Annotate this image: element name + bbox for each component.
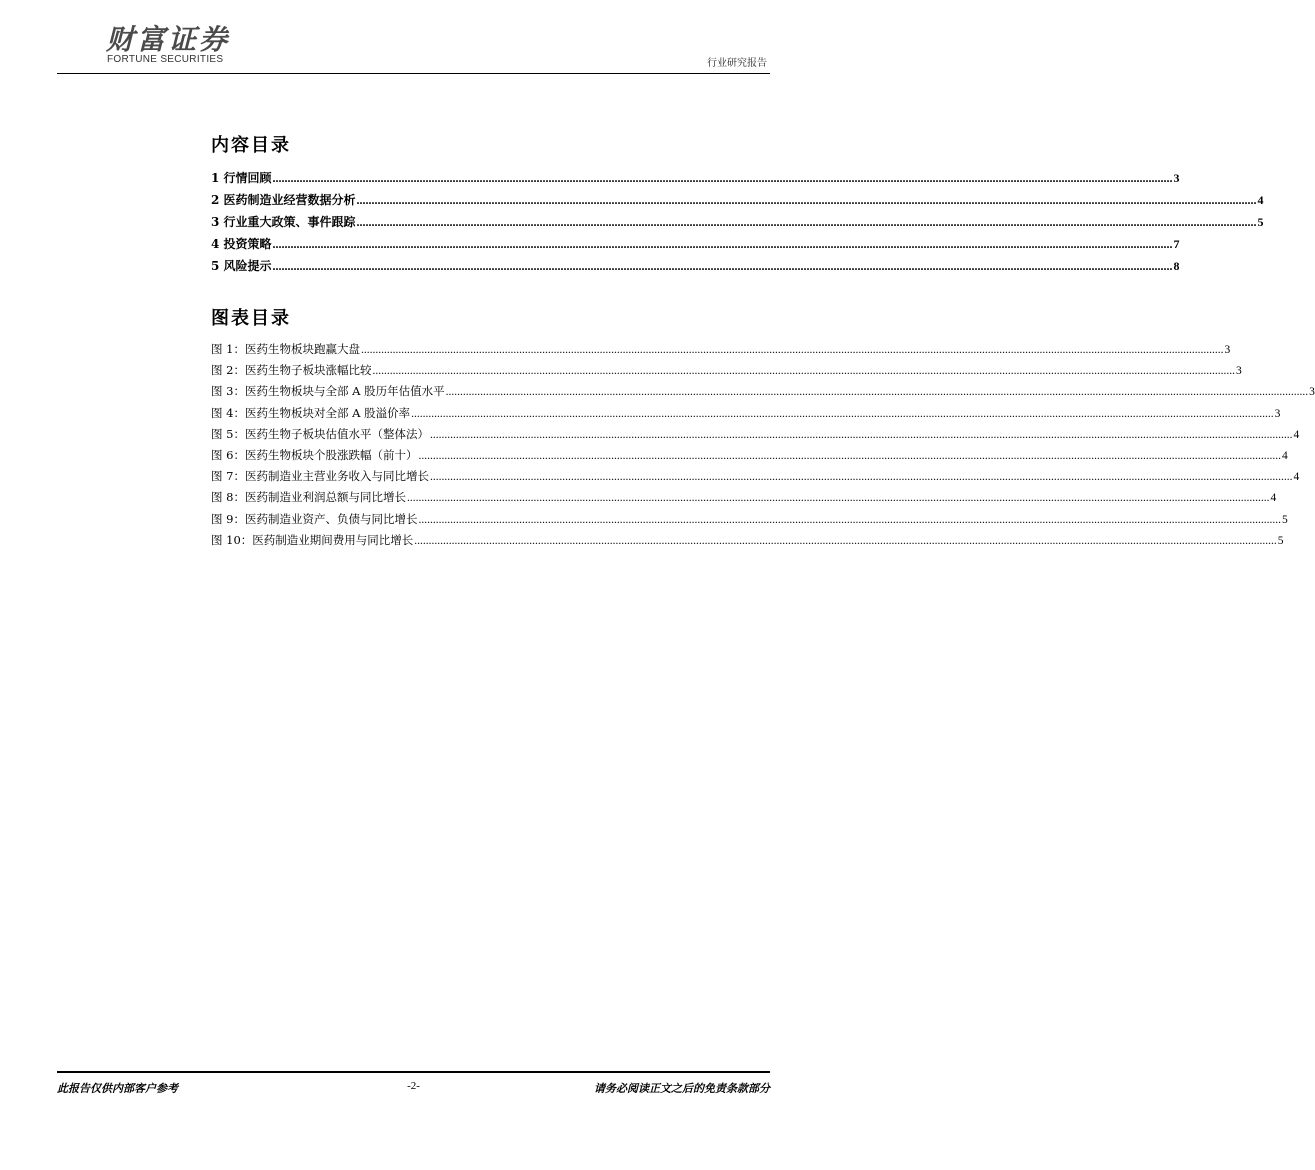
figure-entry[interactable] [211,489,1277,510]
dot-leader: ............................................................................................................................................................................................................................................................................................................ [429,428,1293,441]
dot-leader: ............................................................................................................................................................................................................................................................................................................ [356,215,1257,229]
toc-entry-page: 4 [1257,193,1264,207]
figure-entry-page: 3 [1274,407,1281,420]
toc-entry-page: 7 [1173,237,1180,251]
figure-entry-page: 4 [1270,492,1277,505]
dot-leader: ............................................................................................................................................................................................................................................................................................................ [414,534,1277,547]
company-logo: 财富证券 [106,23,231,56]
figure-entry-page: 5 [1281,513,1288,526]
figure-entry-label: 图 4：医药生物板块对全部 A 股溢价率 [211,405,411,420]
toc-entry-page: 8 [1173,259,1180,273]
figure-entry-label: 图 6：医药生物板块个股涨跌幅（前十） [211,447,418,462]
toc-entry-label: 4 投资策略 [211,237,272,251]
figure-entry[interactable] [211,511,1288,532]
footer-notice: 请务必阅读正文之后的免责条款部分 [594,1082,770,1095]
figure-entry-page: 4 [1293,428,1300,441]
figures-title: 图表目录 [211,308,291,329]
report-type-label: 行业研究报告 [707,58,767,69]
figure-entry-label: 图 8：医药制造业利润总额与同比增长 [211,490,406,505]
toc-entry-label: 1 行情回顾 [211,171,272,185]
contents-list [211,169,1264,279]
figure-entry-label: 图 5：医药生物子板块估值水平（整体法） [211,426,429,441]
figure-entry-page: 3 [1224,344,1231,356]
figure-entry-label: 图 3：医药生物板块与全部 A 股历年估值水平 [211,384,445,399]
figure-entry[interactable] [211,405,1281,426]
figure-entry[interactable] [211,468,1300,489]
figure-entry[interactable] [211,426,1300,447]
figure-entry-page: 4 [1293,471,1300,484]
toc-entry[interactable] [211,213,1264,235]
figure-entry-page: 3 [1309,386,1315,399]
dot-leader: ............................................................................................................................................................................................................................................................................................................ [360,344,1224,356]
figure-entry-label: 图 2：医药生物子板块涨幅比较 [211,363,372,378]
toc-entry-page: 5 [1257,215,1264,229]
dot-leader: ............................................................................................................................................................................................................................................................................................................ [429,471,1293,484]
toc-entry[interactable] [211,235,1180,257]
dot-leader: ............................................................................................................................................................................................................................................................................................................ [272,237,1173,251]
dot-leader: ............................................................................................................................................................................................................................................................................................................ [272,171,1173,185]
figure-entry[interactable] [211,532,1284,553]
toc-entry[interactable] [211,257,1180,279]
dot-leader: ............................................................................................................................................................................................................................................................................................................ [418,449,1281,462]
header-divider [57,73,770,74]
toc-entry[interactable] [211,169,1180,191]
dot-leader: ............................................................................................................................................................................................................................................................................................................ [445,386,1309,399]
contents-title: 内容目录 [211,135,291,156]
dot-leader: ............................................................................................................................................................................................................................................................................................................ [272,259,1173,273]
footer-divider [57,1071,770,1073]
toc-entry-label: 5 风险提示 [211,259,272,273]
toc-entry-page: 3 [1173,171,1180,185]
figure-entry-label: 图 7：医药制造业主营业务收入与同比增长 [211,469,429,484]
figure-entry-page: 5 [1277,534,1284,547]
figure-entry[interactable] [211,341,1231,362]
dot-leader: ............................................................................................................................................................................................................................................................................................................ [411,407,1274,420]
footer-disclaimer: 此报告仅供内部客户参考 [57,1082,178,1095]
figure-entry[interactable] [211,383,1315,404]
page-number: -2- [407,1080,420,1092]
figure-entry[interactable] [211,362,1242,383]
figure-entry-label: 图 1：医药生物板块跑赢大盘 [211,342,360,356]
figure-entry-page: 4 [1281,449,1288,462]
toc-entry[interactable] [211,191,1264,213]
dot-leader: ............................................................................................................................................................................................................................................................................................................ [418,513,1281,526]
toc-entry-label: 2 医药制造业经营数据分析 [211,193,356,207]
figures-list [211,341,1315,553]
company-logo-english: FORTUNE SECURITIES [107,54,224,65]
dot-leader: ............................................................................................................................................................................................................................................................................................................ [356,193,1257,207]
figure-entry-label: 图 9：医药制造业资产、负债与同比增长 [211,511,418,526]
toc-entry-label: 3 行业重大政策、事件跟踪 [211,215,356,229]
dot-leader: ............................................................................................................................................................................................................................................................................................................ [372,365,1235,378]
figure-entry[interactable] [211,447,1288,468]
figure-entry-label: 图 10：医药制造业期间费用与同比增长 [211,532,414,547]
dot-leader: ............................................................................................................................................................................................................................................................................................................ [406,492,1270,505]
figure-entry-page: 3 [1235,365,1242,378]
